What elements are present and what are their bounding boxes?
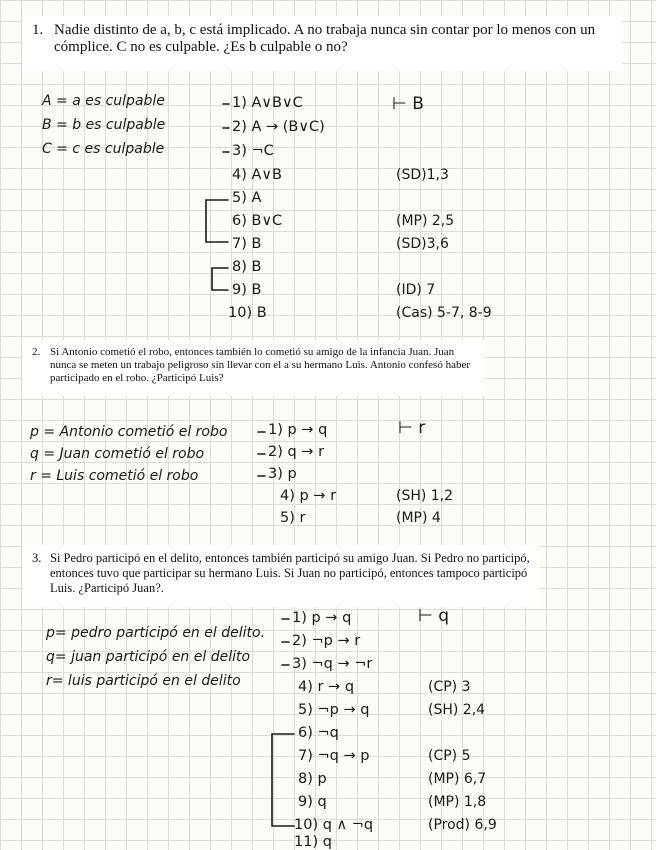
definition-line: C = c es culpable <box>42 141 165 157</box>
premise-dash <box>282 619 289 665</box>
proof-step: 3) ¬q → ¬r <box>292 656 373 672</box>
proof-step: 8) B <box>232 259 262 275</box>
subproof-bracket <box>206 200 228 242</box>
proof-step: 10) q ∧ ¬q <box>294 817 374 833</box>
proof-step: 2) ¬p → r <box>292 633 361 649</box>
step-justification: (MP) 6,7 <box>428 771 487 787</box>
proof-step: 3) ¬C <box>232 143 274 159</box>
proof-step: 5) r <box>280 510 306 526</box>
definition-line: r = Luis cometió el robo <box>30 468 199 484</box>
problem-number: 2. <box>32 346 41 358</box>
proof-step: 9) B <box>232 282 262 298</box>
proof-step: 6) B∨C <box>232 213 283 229</box>
step-justification: (MP) 2,5 <box>396 213 455 229</box>
step-justification: (SD)1,3 <box>396 167 449 183</box>
proof-step: 4) A∨B <box>232 167 282 183</box>
problem-text: Nadie distinto de a, b, c está implicado. A no trabaja nunca sin contar por lo menos con un cómplice. C no es culpable. ¿Es b culpable o no? <box>54 22 596 55</box>
proof-step: 5) ¬p → q <box>298 702 370 718</box>
step-justification: (CP) 3 <box>428 679 471 695</box>
proof-step: 10) B <box>228 305 267 321</box>
proof-step: 4) r → q <box>298 679 355 695</box>
step-justification: (SH) 2,4 <box>428 702 486 718</box>
step-justification: (MP) 4 <box>396 510 441 526</box>
problem-number: 1. <box>32 22 44 38</box>
step-justification: (Prod) 6,9 <box>428 817 497 833</box>
definition-line: q = Juan cometió el robo <box>30 446 205 462</box>
premise-dash <box>258 432 265 476</box>
definition-line: B = b es culpable <box>42 117 166 133</box>
proof-step: 7) ¬q → p <box>298 748 370 764</box>
proof-step: 11) q <box>294 834 332 850</box>
problem-number: 3. <box>32 551 42 565</box>
step-justification: (Cas) 5-7, 8-9 <box>396 305 492 321</box>
proof-goal: ⊢ r <box>398 418 426 438</box>
definition-line: q= juan participó en el delito <box>46 649 251 665</box>
proof-step: 3) p <box>268 466 297 482</box>
step-justification: (SH) 1,2 <box>396 488 454 504</box>
proof-step: 6) ¬q <box>298 725 339 741</box>
proof-step: 7) B <box>232 236 262 252</box>
definition-line: A = a es culpable <box>42 93 165 109</box>
definition-line: p= pedro participó en el delito. <box>46 625 265 641</box>
problem-text: Si Antonio cometió el robo, entonces también lo cometió su amigo de la infancia Juan. Juan nunca se meten un trabajo peligroso sin llevar con el a su hermano Luis. Antonio confesó haber participado en el robo. ¿Participó Luis? <box>50 346 471 384</box>
proof-step: 1) p → q <box>268 422 328 438</box>
premise-dash <box>223 104 229 152</box>
step-justification: (MP) 1,8 <box>428 794 487 810</box>
subproof-bracket <box>272 734 294 826</box>
subproof-bracket <box>212 268 228 290</box>
step-justification: (SD)3,6 <box>396 236 449 252</box>
step-justification: (CP) 5 <box>428 748 471 764</box>
proof-step: 8) p <box>298 771 327 787</box>
step-justification: (ID) 7 <box>396 282 436 298</box>
proof-step: 2) q → r <box>268 444 325 460</box>
proof-step: 2) A → (B∨C) <box>232 119 325 135</box>
definition-line: p = Antonio cometió el robo <box>30 424 228 440</box>
proof-step: 4) p → r <box>280 488 337 504</box>
proof-step: 1) A∨B∨C <box>232 95 303 111</box>
proof-goal: ⊢ B <box>392 94 424 114</box>
proof-step: 9) q <box>298 794 327 810</box>
definition-line: r= luis participó en el delito <box>46 673 241 689</box>
proof-step: 5) A <box>232 190 262 206</box>
proof-step: 1) p → q <box>292 610 352 626</box>
problem-text: Si Pedro participó en el delito, entonces también participó su amigo Juan. Si Pedro no participó, entonces tuvo que participar su hermano Luis. Si Juan no participó, entonces tampoco participó Luis. ¿Participó Juan?. <box>50 551 530 595</box>
proof-goal: ⊢ q <box>418 606 450 626</box>
